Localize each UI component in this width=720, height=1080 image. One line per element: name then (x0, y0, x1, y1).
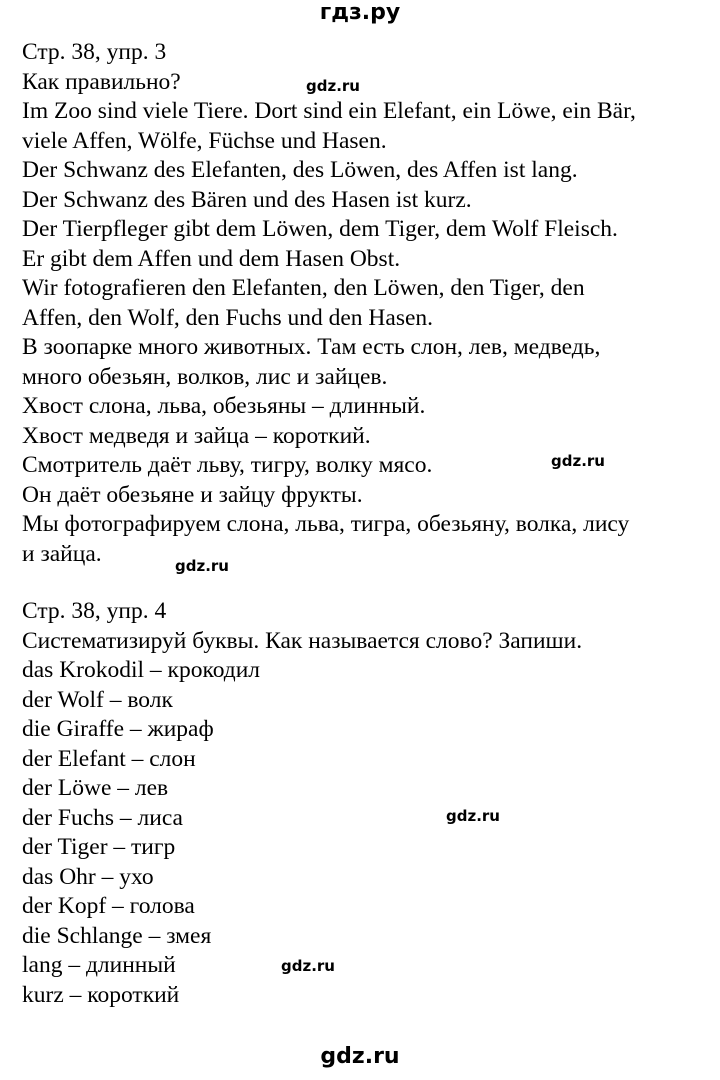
exercise-4-line: der Wolf – волк (22, 686, 173, 713)
exercise-4-line: lang – длинный (22, 952, 176, 978)
exercise-3-line: Im Zoo sind viele Tiere. Dort sind ein Elefant, ein Löwe, ein Bär, (22, 98, 636, 124)
exercise-3-line: Wir fotografieren den Elefanten, den Löwen, den Tiger, den (22, 275, 585, 301)
exercise-3-task: Как правильно? (22, 68, 181, 95)
section-gap (22, 569, 712, 597)
footer-brand: gdz.ru (320, 1044, 400, 1069)
exercise-4-line: der Löwe – лев (22, 775, 169, 801)
exercise-4-line: der Fuchs – лиса (22, 804, 183, 831)
watermark: gdz.ru (281, 957, 335, 975)
exercise-4-reference: Стр. 38, упр. 4 (22, 598, 167, 624)
exercise-3-line: Хвост слона, льва, обезьяны – длинный. (22, 393, 426, 419)
exercise-3-line: и зайца. (22, 540, 102, 567)
watermark: gdz.ru (551, 452, 605, 470)
exercise-4-line: der Elefant – слон (22, 745, 196, 772)
exercise-3-line: Он даёт обезьяне и зайцу фрукты. (22, 481, 363, 508)
exercise-4-line: die Schlange – змея (22, 922, 212, 949)
exercise-4-line: der Kopf – голова (22, 893, 195, 919)
exercise-3-reference: Стр. 38, упр. 3 (22, 39, 167, 65)
exercise-3-line: В зоопарке много животных. Там есть слон, лев, медведь, (22, 334, 601, 360)
exercise-4-line: kurz – короткий (22, 981, 180, 1008)
exercise-3-line: Er gibt dem Affen und dem Hasen Obst. (22, 245, 401, 272)
exercise-3-line: много обезьян, волков, лис и зайцев. (22, 363, 388, 390)
exercise-3-line: Der Schwanz des Elefanten, des Löwen, des Affen ist lang. (22, 157, 578, 183)
exercise-4-line: das Krokodil – крокодил (22, 657, 261, 683)
watermark: gdz.ru (446, 807, 500, 825)
exercise-3-line: Affen, den Wolf, den Fuchs und den Hasen. (22, 304, 434, 331)
exercise-3-line: Смотритель даёт льву, тигру, волку мясо. (22, 452, 433, 478)
exercise-3-line: viele Affen, Wölfe, Füchse und Hasen. (22, 127, 387, 154)
document-body (22, 38, 712, 1010)
watermark: gdz.ru (306, 77, 360, 95)
header-brand: гдз.ру (319, 0, 401, 25)
exercise-3-line: Мы фотографируем слона, льва, тигра, обезьяну, волка, лису (22, 511, 630, 537)
exercise-3-line: Der Schwanz des Bären und des Hasen ist kurz. (22, 186, 472, 213)
exercise-3-line: Der Tierpfleger gibt dem Löwen, dem Tiger, dem Wolf Fleisch. (22, 216, 618, 242)
exercise-4-line: die Giraffe – жираф (22, 716, 214, 742)
exercise-4-line: das Ohr – ухо (22, 863, 154, 890)
exercise-3-line: Хвост медведя и зайца – короткий. (22, 422, 371, 449)
watermark: gdz.ru (175, 557, 229, 575)
exercise-4-task: Систематизируй буквы. Как называется слово? Запиши. (22, 627, 583, 654)
exercise-4-line: der Tiger – тигр (22, 834, 176, 860)
